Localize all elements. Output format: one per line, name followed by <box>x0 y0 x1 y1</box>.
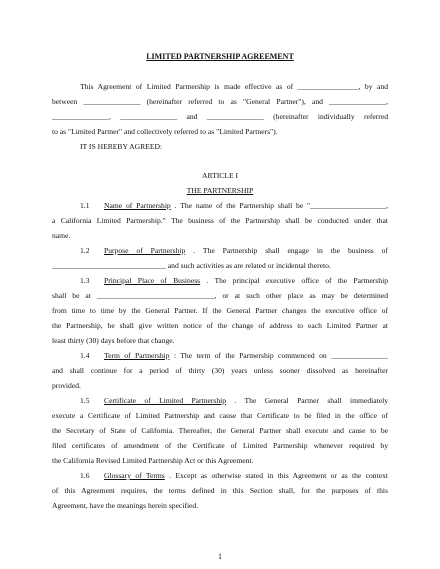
intro-line: _______________, _______________ and _______________ (hereinafter individually referred <box>52 112 388 121</box>
document-title <box>52 52 388 62</box>
section-number: 1.5 <box>80 396 90 405</box>
section-heading: Name of Partnership <box>104 201 171 210</box>
section-number: 1.3 <box>80 276 90 285</box>
section-line: shall be at _______________________________, or at such other place as may be determined <box>52 291 388 300</box>
article-heading: ARTICLE I <box>201 171 239 180</box>
section-line <box>80 471 388 481</box>
intro-line: between _______________ (hereinafter referred to as "General Partner"), and _______________, <box>52 97 388 106</box>
section-line: and shall continue for a period of thirty (30) years unless sooner dissolved as hereinafter <box>52 366 388 375</box>
section-line: provided. <box>52 381 81 390</box>
section-heading: Purpose of Partnership <box>104 246 186 255</box>
section-line: filed certificates of amendment of the Certificate of Limited Partnership whenever required by <box>52 441 388 450</box>
intro-line: This Agreement of Limited Partnership is made effective as of ________________, by and <box>80 82 388 91</box>
section-text: . The name of the Partnership shall be "____________________, <box>174 201 388 210</box>
section-heading: Glossary of Terms <box>104 471 165 480</box>
agreed-heading: IT IS HEREBY AGREED: <box>80 142 163 151</box>
section-line: of this Agreement requires, the terms defined in this Section shall, for the purposes of this <box>52 486 388 495</box>
section-line: Agreement, have the meanings herein specified. <box>52 501 199 510</box>
intro-line: to as "Limited Partner" and collectively referred to as "Limited Partners"). <box>52 127 278 136</box>
section-line <box>80 201 388 211</box>
page-number: 1 <box>218 552 222 561</box>
section-line: ______________________________ and such activities as are related or incidental thereto. <box>52 261 331 270</box>
section-line: execute a Certificate of Limited Partnership and cause that Certificate to be filed in the office of <box>52 411 388 420</box>
section-line: least thirty (30) days before that change. <box>52 336 175 345</box>
section-text: . The Partnership shall engage in the business of <box>193 246 388 255</box>
section-text: . Except as otherwise stated in this Agreement or as the context <box>169 471 388 480</box>
section-number: 1.6 <box>80 471 90 480</box>
section-line: a California Limited Partnership." The business of the Partnership shall be conducted under that <box>52 216 388 225</box>
article-title <box>52 186 388 196</box>
article-title-text: THE PARTNERSHIP <box>186 186 254 195</box>
section-text: . The principal executive office of the Partnership <box>206 276 388 285</box>
section-line: the Secretary of State of California. Thereafter, the General Partner shall execute and cause to be <box>52 426 388 435</box>
document-title-text: LIMITED PARTNERSHIP AGREEMENT <box>146 52 294 61</box>
section-line: the Partnership, he shall give written notice of the change of address to each Limited Partner at <box>52 321 388 330</box>
section-text: : The term of the Partnership commenced on _______________ <box>173 351 388 360</box>
section-line: the California Revised Limited Partnership Act or this Agreement. <box>52 456 254 465</box>
section-line <box>80 396 388 406</box>
section-heading: Principal Place of Business <box>104 276 201 285</box>
section-heading: Term of Partnership <box>104 351 170 360</box>
section-number: 1.4 <box>80 351 90 360</box>
section-line: name. <box>52 231 71 240</box>
section-number: 1.2 <box>80 246 90 255</box>
section-heading: Certificate of Limited Partnership <box>104 396 227 405</box>
section-line <box>80 246 388 256</box>
section-text: . The General Partner shall immediately <box>234 396 388 405</box>
section-line: from time to time by the General Partner. If the General Partner changes the executive office of <box>52 306 388 315</box>
section-number: 1.1 <box>80 201 90 210</box>
section-line <box>80 351 388 361</box>
section-line <box>80 276 388 286</box>
